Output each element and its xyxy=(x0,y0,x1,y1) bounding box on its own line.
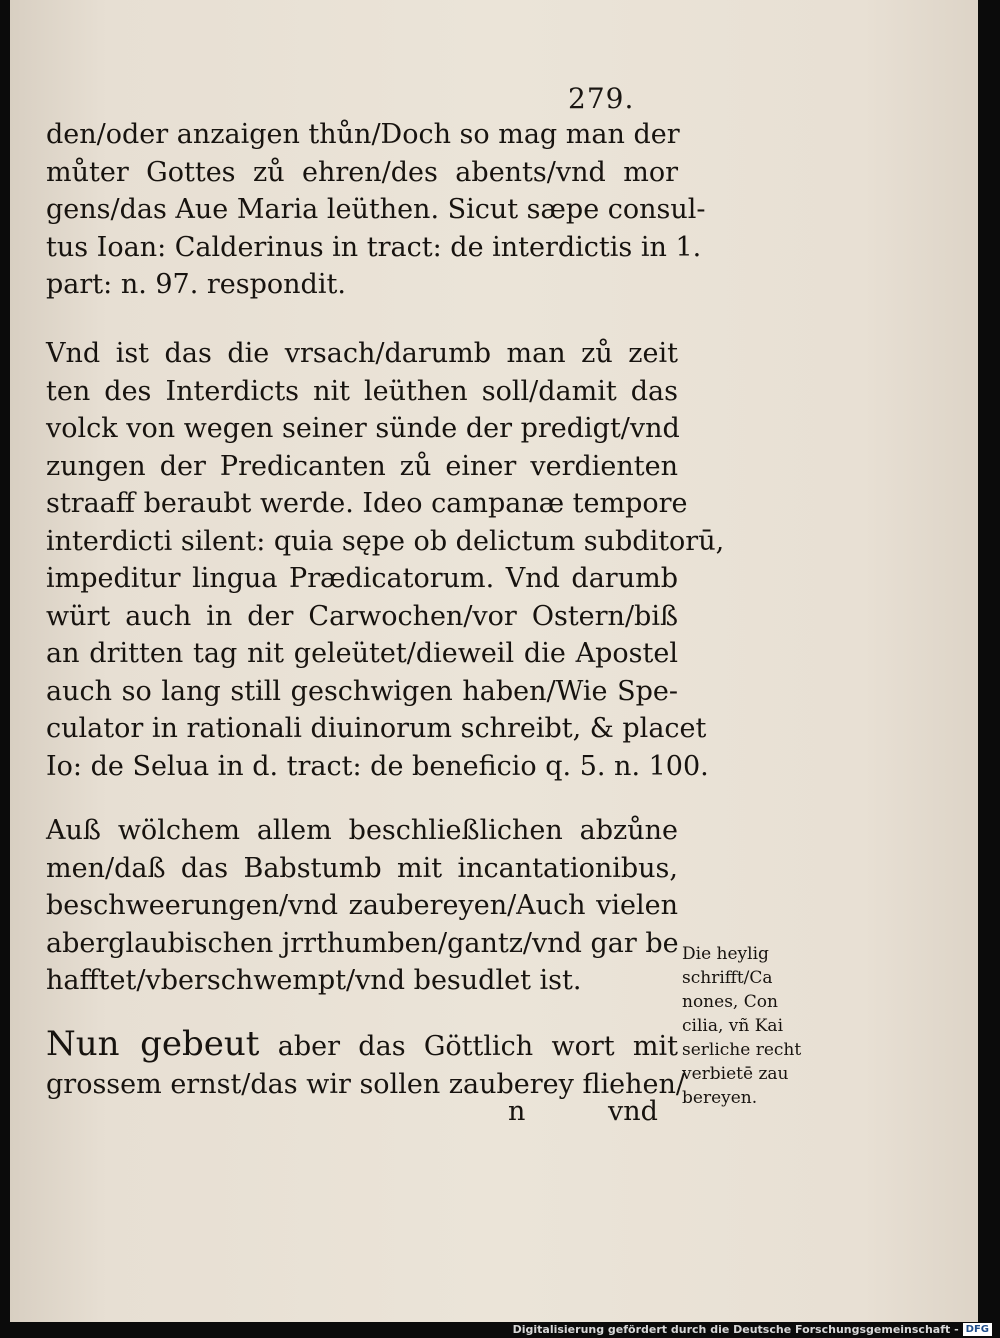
text-line: Auß wölchem allem beschließlichen abzůne xyxy=(46,815,678,846)
text-line: beschweerungen/vnd zaubereyen/Auch vielen xyxy=(46,890,678,921)
marginal-note-line: serliche recht xyxy=(682,1040,802,1060)
page-number: 279. xyxy=(568,82,635,115)
digitization-credit xyxy=(513,1323,992,1337)
paragraph-3 xyxy=(46,812,678,1000)
paragraph-4 xyxy=(46,1024,685,1103)
text-line: straaff beraubt werde. Ideo campanæ tempore xyxy=(46,488,688,519)
marginal-note-line: bereyen. xyxy=(682,1088,758,1108)
marginal-note xyxy=(682,942,812,1110)
text-line: ten des Interdicts nit leüthen soll/damit das xyxy=(46,375,678,407)
text-line: tus Ioan: Calderinus in tract: de interdictis in 1. xyxy=(46,231,702,263)
marginal-note-line: Die heylig xyxy=(682,944,769,964)
lead-words: Nun gebeut xyxy=(46,1024,260,1064)
text-line: auch so lang still geschwigen haben/Wie Spe- xyxy=(46,675,678,707)
paragraph-1 xyxy=(46,116,706,304)
text-line: an dritten tag nit geleütet/dieweil die Apostel xyxy=(46,638,678,669)
signature-mark: n xyxy=(508,1096,526,1127)
text-line: culator in rationali diuinorum schreibt, & placet xyxy=(46,713,707,744)
text-line: interdicti silent: quia sępe ob delictum subditorū, xyxy=(46,525,725,557)
dfg-logo-icon: DFG xyxy=(963,1323,992,1336)
text-line: men/daß das Babstumb mit incantationibus, xyxy=(46,852,678,884)
text-line: zungen der Predicanten zů einer verdienten xyxy=(46,450,678,482)
text-line: volck von wegen seiner sünde der predigt/vnd xyxy=(46,413,680,444)
text-line: aberglaubischen jrrthumben/gantz/vnd gar be xyxy=(46,927,679,959)
marginal-note-line: schrifft/Ca xyxy=(682,968,773,988)
text-line: part: n. 97. respondit. xyxy=(46,269,346,300)
text-line xyxy=(46,1026,678,1066)
text-line: Io: de Selua in d. tract: de beneficio q. 5. n. 100. xyxy=(46,750,709,782)
marginal-note-line: nones, Con xyxy=(682,992,778,1012)
book-page xyxy=(10,0,978,1322)
text-line: hafftet/vberschwempt/vnd besudlet ist. xyxy=(46,965,582,996)
text-line: gens/das Aue Maria leüthen. Sicut sæpe consul- xyxy=(46,194,706,225)
paragraph-2 xyxy=(46,335,725,785)
credit-text: Digitalisierung gefördert durch die Deutsche Forschungsgemeinschaft - xyxy=(512,1322,959,1336)
text-line: grossem ernst/das wir sollen zauberey fliehen/ xyxy=(46,1068,685,1100)
text-line: den/oder anzaigen thůn/Doch so mag man der xyxy=(46,119,680,150)
marginal-note-line: verbietē zau xyxy=(682,1064,789,1084)
text-line: würt auch in der Carwochen/vor Ostern/biß xyxy=(46,600,678,632)
marginal-note-line: cilia, vñ Kai xyxy=(682,1016,784,1036)
text-line: můter Gottes zů ehren/des abents/vnd mor xyxy=(46,156,678,188)
text-line-rest: aber das Göttlich wort mit xyxy=(259,1031,678,1062)
text-line: impeditur lingua Prædicatorum. Vnd darumb xyxy=(46,563,678,594)
text-line: Vnd ist das die vrsach/darumb man zů zeit xyxy=(46,338,678,369)
catchword: vnd xyxy=(608,1096,658,1127)
